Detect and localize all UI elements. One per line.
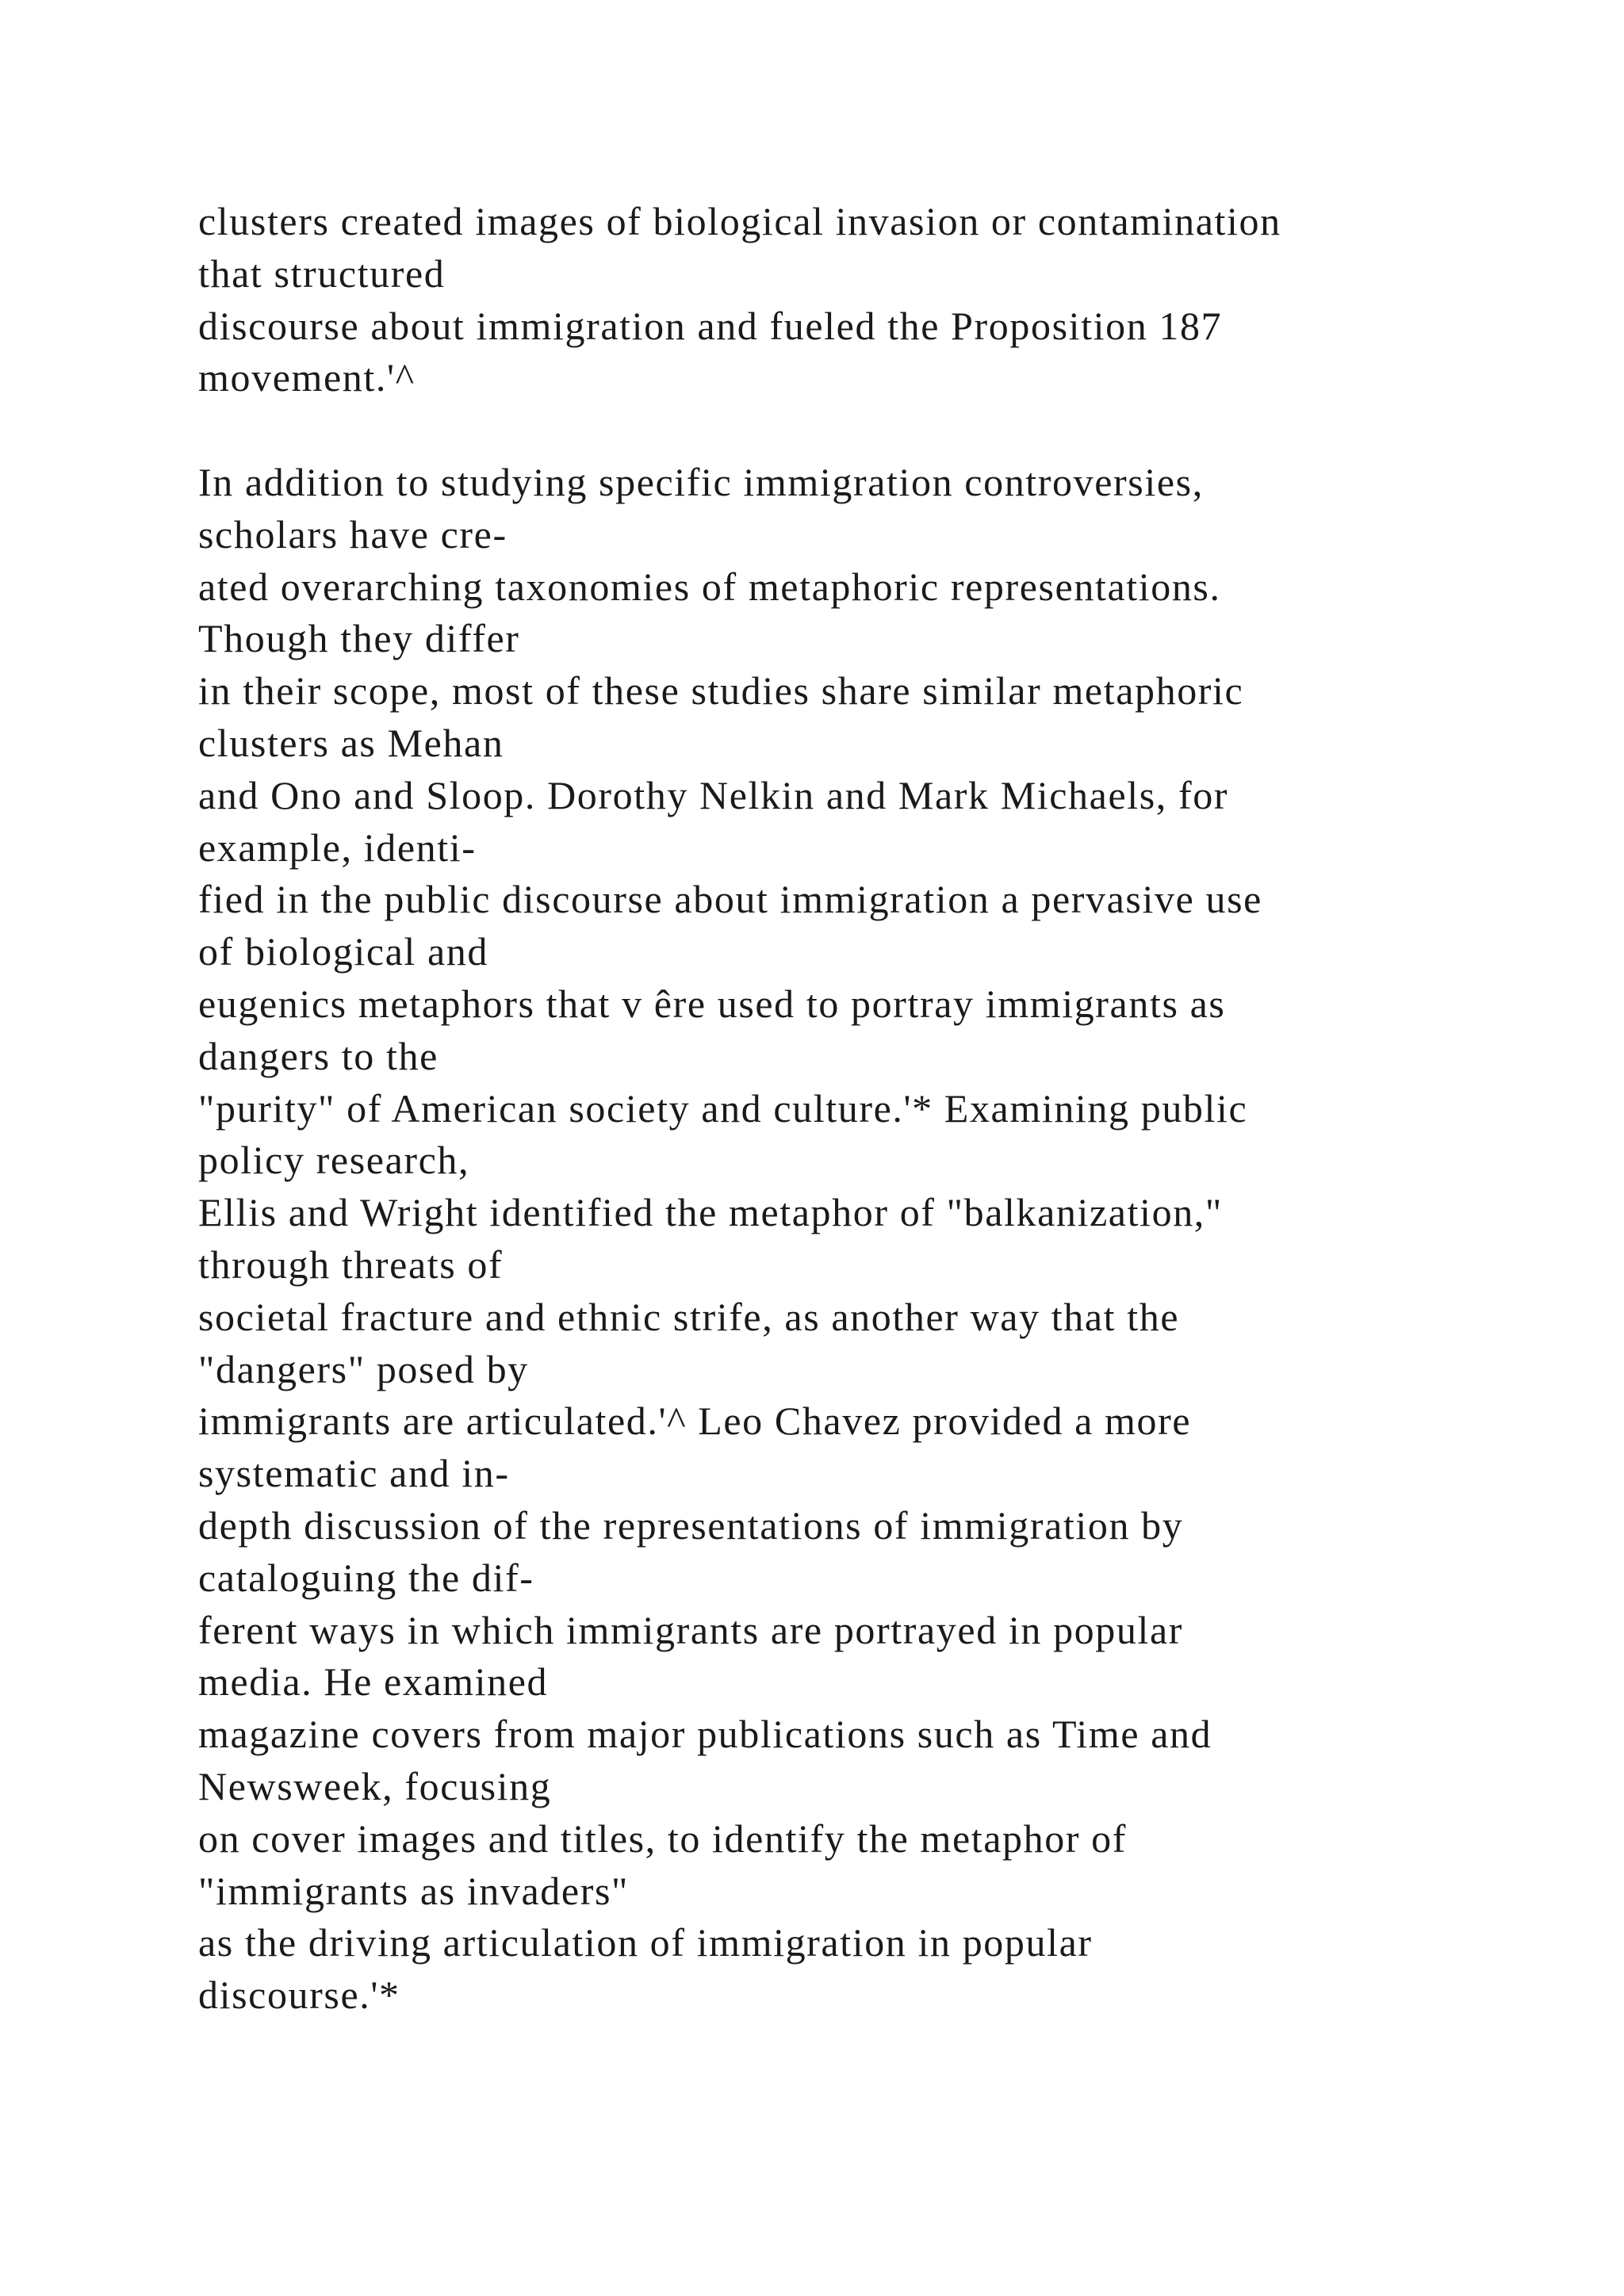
text-line: clusters as Mehan bbox=[198, 720, 504, 765]
text-line: that structured bbox=[198, 251, 446, 296]
text-line: ated overarching taxonomies of metaphoric representations. bbox=[198, 564, 1221, 609]
text-line: fied in the public discourse about immigration a pervasive use bbox=[198, 877, 1262, 922]
text-line: immigrants are articulated.'^ Leo Chavez provided a more bbox=[198, 1399, 1192, 1444]
text-line: systematic and in- bbox=[198, 1451, 510, 1496]
text-line: In addition to studying specific immigration controversies, bbox=[198, 459, 1204, 504]
text-line: "purity" of American society and culture.'* Examining public bbox=[198, 1085, 1248, 1131]
text-line: dangers to the bbox=[198, 1033, 439, 1078]
text-line: "dangers" posed by bbox=[198, 1346, 529, 1391]
paragraph-1 bbox=[198, 196, 1546, 404]
text-line: "immigrants as invaders" bbox=[198, 1868, 630, 1913]
text-line: cataloguing the dif- bbox=[198, 1555, 534, 1600]
text-line: in their scope, most of these studies share similar metaphoric bbox=[198, 668, 1244, 714]
text-line: discourse.'* bbox=[198, 1973, 400, 2018]
paragraph-gap bbox=[198, 404, 1546, 457]
text-line: Ellis and Wright identified the metaphor of "balkanization," bbox=[198, 1190, 1223, 1235]
text-line: societal fracture and ethnic strife, as another way that the bbox=[198, 1294, 1180, 1339]
text-line: scholars have cre- bbox=[198, 511, 508, 557]
text-line: through threats of bbox=[198, 1242, 504, 1287]
text-line: depth discussion of the representations of immigration by bbox=[198, 1502, 1184, 1548]
text-line: and Ono and Sloop. Dorothy Nelkin and Mark Michaels, for bbox=[198, 772, 1229, 817]
paragraph-2 bbox=[198, 457, 1546, 2022]
text-line: eugenics metaphors that v êre used to portray immigrants as bbox=[198, 981, 1226, 1026]
text-line: clusters created images of biological invasion or contamination bbox=[198, 199, 1281, 243]
text-line: Though they differ bbox=[198, 616, 520, 661]
text-line: discourse about immigration and fueled the Proposition 187 bbox=[198, 303, 1223, 348]
text-line: policy research, bbox=[198, 1138, 470, 1183]
text-line: on cover images and titles, to identify the metaphor of bbox=[198, 1816, 1128, 1861]
text-line: ferent ways in which immigrants are portrayed in popular bbox=[198, 1607, 1184, 1652]
document-body bbox=[198, 196, 1546, 2022]
text-line: magazine covers from major publications such as Time and bbox=[198, 1712, 1212, 1757]
text-line: Newsweek, focusing bbox=[198, 1763, 552, 1808]
text-line: example, identi- bbox=[198, 825, 477, 870]
text-line: movement.'^ bbox=[198, 355, 416, 400]
text-line: as the driving articulation of immigration in popular bbox=[198, 1920, 1093, 1965]
text-line: of biological and bbox=[198, 929, 488, 974]
text-line: media. He examined bbox=[198, 1659, 549, 1705]
